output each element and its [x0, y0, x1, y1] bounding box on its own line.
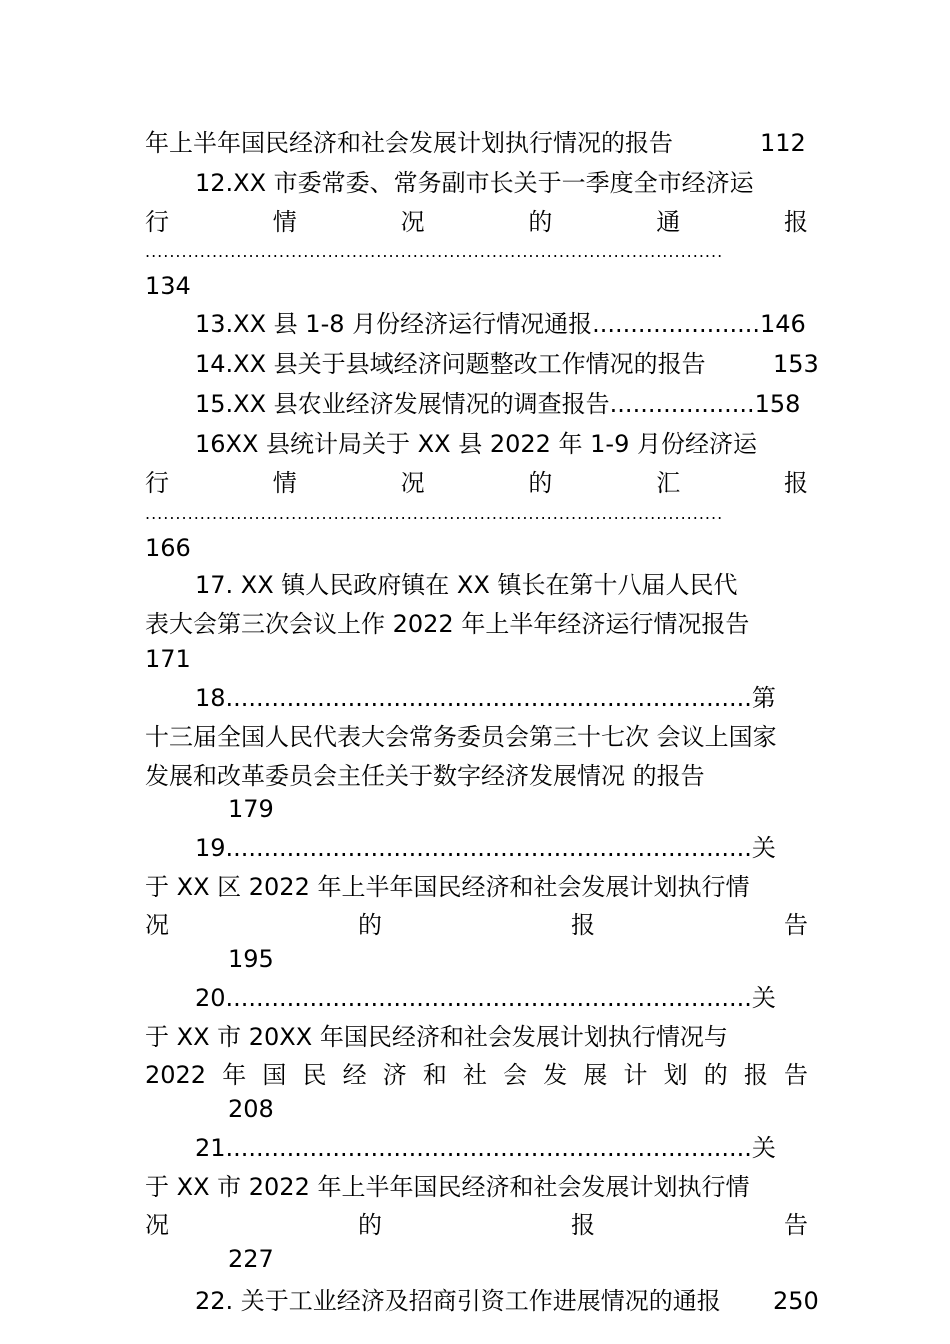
- toc-page-number: 112: [760, 129, 806, 157]
- toc-char: 会: [503, 1061, 528, 1089]
- toc-char: 的: [528, 208, 553, 236]
- toc-char: 社: [462, 1061, 487, 1089]
- toc-page-number: 250: [773, 1287, 819, 1315]
- toc-char: 况: [400, 469, 425, 497]
- toc-char: 2022: [145, 1061, 207, 1089]
- toc-entry-text: 15.XX 县农业经济发展情况的调查报告...................158: [195, 390, 801, 418]
- toc-char: 行: [145, 469, 169, 497]
- toc-page-number: 227: [228, 1245, 274, 1273]
- toc-page-number: 166: [145, 534, 191, 562]
- toc-char: 况: [400, 208, 425, 236]
- toc-char: 民: [302, 1061, 327, 1089]
- toc-char: 的: [358, 1211, 382, 1239]
- toc-justified-line: [145, 913, 808, 937]
- toc-entry-text: 年上半年国民经济和社会发展计划执行情况的报告: [145, 129, 673, 157]
- toc-char: 国: [262, 1061, 287, 1089]
- toc-page-number: 195: [228, 945, 274, 973]
- toc-justified-line: [145, 1063, 808, 1087]
- toc-entry-text: 18.....................................................................第: [195, 684, 776, 712]
- toc-char: 经: [342, 1061, 367, 1089]
- toc-char: 的: [358, 911, 382, 939]
- toc-entry-text: 十三届全国人民代表大会常务委员会第三十七次 会议上国家: [145, 723, 777, 751]
- toc-char: 告: [784, 1211, 808, 1239]
- toc-entry-text: 19.....................................................................关: [195, 834, 776, 862]
- toc-char: 报: [783, 469, 808, 497]
- toc-entry-text: 21.....................................................................关: [195, 1134, 776, 1162]
- toc-entry-text: 17. XX 镇人民政府镇在 XX 镇长在第十八届人民代: [195, 571, 738, 599]
- toc-dot-leader: ...............................................................................................: [145, 506, 724, 522]
- toc-justified-line: [145, 471, 808, 495]
- toc-char: 告: [784, 911, 808, 939]
- toc-char: 行: [145, 208, 169, 236]
- toc-page-number: 171: [145, 645, 191, 673]
- toc-char: 况: [145, 911, 169, 939]
- toc-page-number: 208: [228, 1095, 274, 1123]
- toc-char: 报: [571, 1211, 595, 1239]
- toc-char: 情: [272, 469, 297, 497]
- toc-entry-text: 14.XX 县关于县域经济问题整改工作情况的报告: [195, 350, 706, 378]
- toc-justified-line: [145, 210, 808, 234]
- toc-char: 的: [703, 1061, 728, 1089]
- toc-char: 报: [783, 208, 808, 236]
- toc-char: 展: [583, 1061, 608, 1089]
- toc-entry-text: 20.....................................................................关: [195, 984, 776, 1012]
- toc-char: 通: [656, 208, 681, 236]
- toc-char: 情: [272, 208, 297, 236]
- toc-char: 汇: [656, 469, 681, 497]
- toc-char: 告: [783, 1061, 808, 1089]
- toc-char: 况: [145, 1211, 169, 1239]
- toc-char: 济: [382, 1061, 407, 1089]
- toc-dot-leader: ...............................................................................................: [145, 244, 724, 260]
- toc-page-number: 179: [228, 795, 274, 823]
- toc-entry-text: 于 XX 市 2022 年上半年国民经济和社会发展计划执行情: [145, 1173, 750, 1201]
- toc-char: 发: [543, 1061, 568, 1089]
- toc-char: 划: [663, 1061, 688, 1089]
- toc-char: 年: [222, 1061, 247, 1089]
- toc-entry-text: 于 XX 市 20XX 年国民经济和社会发展计划执行情况与: [145, 1023, 728, 1051]
- toc-entry-text: 13.XX 县 1-8 月份经济运行情况通报......................146: [195, 310, 806, 338]
- toc-page-number: 134: [145, 272, 191, 300]
- toc-char: 报: [571, 911, 595, 939]
- toc-char: 的: [528, 469, 553, 497]
- toc-char: 报: [743, 1061, 768, 1089]
- toc-entry-text: 22. 关于工业经济及招商引资工作进展情况的通报: [195, 1287, 721, 1315]
- toc-char: 和: [422, 1061, 447, 1089]
- toc-entry-text: 12.XX 市委常委、常务副市长关于一季度全市经济运: [195, 169, 754, 197]
- toc-entry-text: 于 XX 区 2022 年上半年国民经济和社会发展计划执行情: [145, 873, 750, 901]
- toc-char: 计: [623, 1061, 648, 1089]
- toc-entry-text: 发展和改革委员会主任关于数字经济发展情况 的报告: [145, 762, 705, 790]
- toc-justified-line: [145, 1213, 808, 1237]
- toc-entry-text: 16XX 县统计局关于 XX 县 2022 年 1-9 月份经济运: [195, 430, 757, 458]
- toc-entry-text: 表大会第三次会议上作 2022 年上半年经济运行情况报告: [145, 610, 750, 638]
- toc-page-number: 153: [773, 350, 819, 378]
